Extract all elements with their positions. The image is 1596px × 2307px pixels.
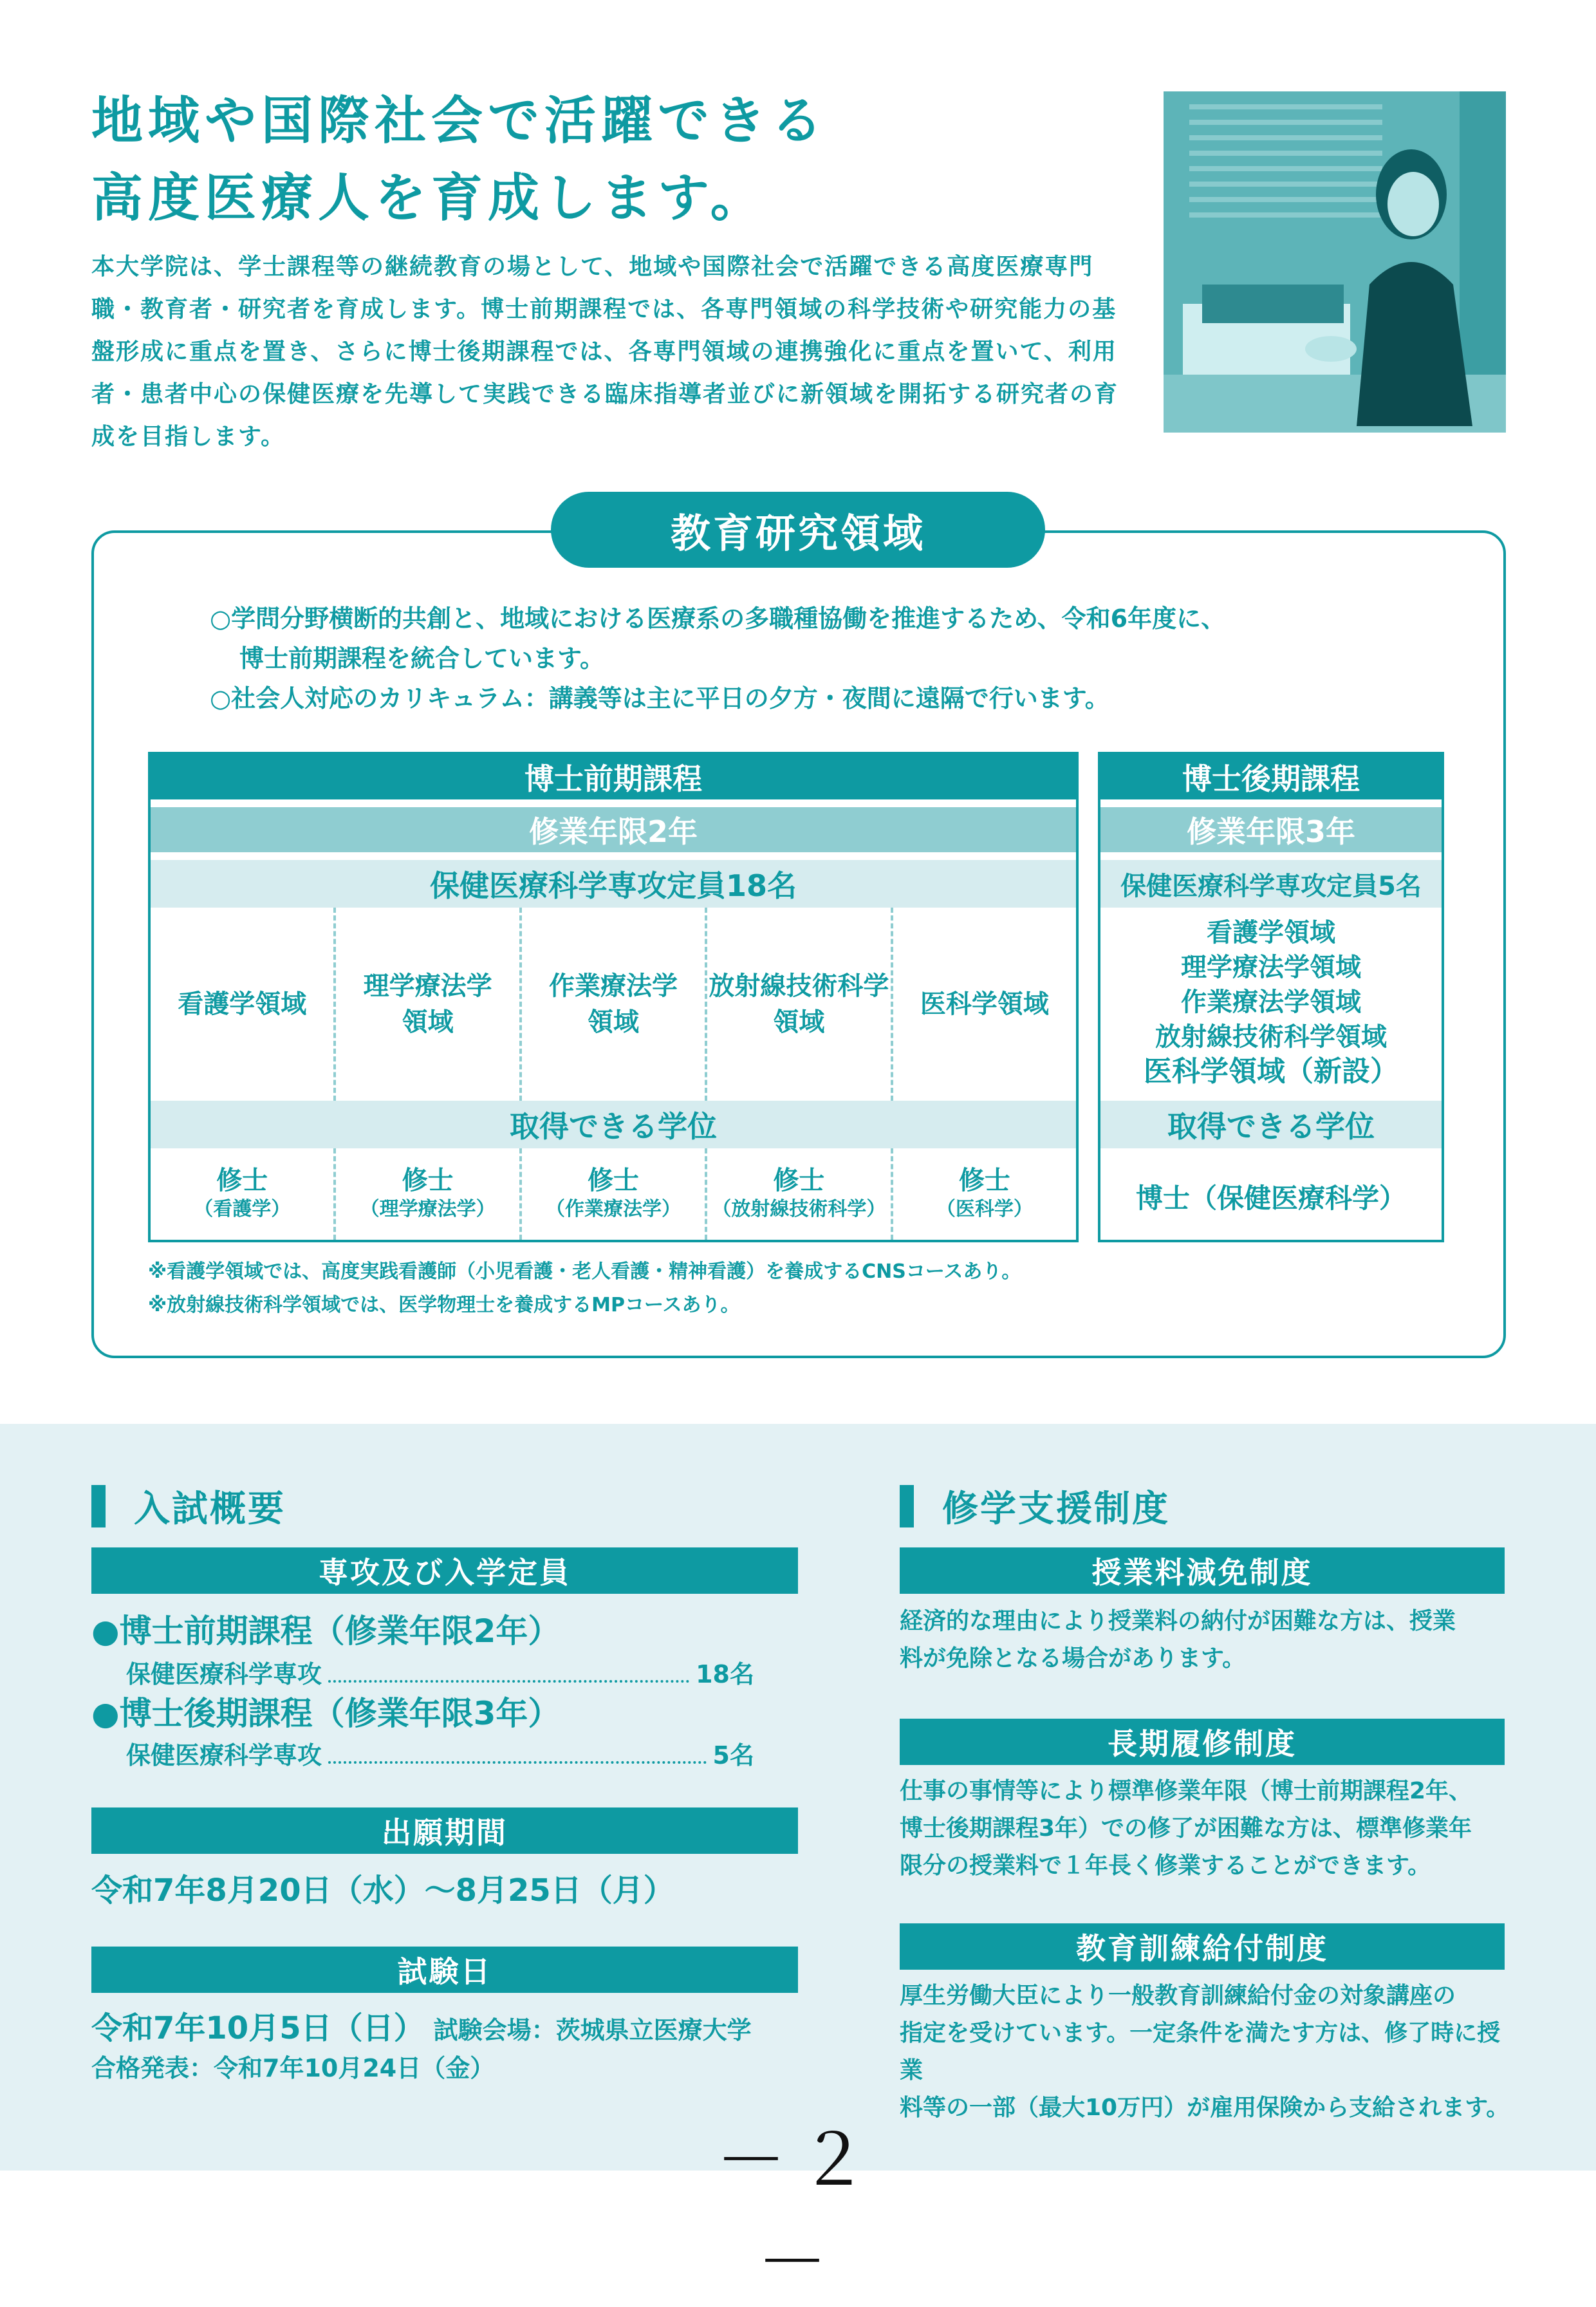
doctor-degree-title: 取得できる学位 (1100, 1101, 1442, 1148)
doctor-fields (1100, 915, 1442, 1089)
result-announcement: 合格発表：令和7年10月24日（金） (91, 2054, 495, 2082)
photo-illustration (1164, 91, 1506, 433)
field-radiological-technology: 放射線技術科学 領域 (705, 908, 890, 1101)
training-benefit-text: 厚生労働大臣により一般教育訓練給付金の対象講座の 指定を受けています。一定条件を満たす方は、修了時に授業 料等の一部（最大10万円）が雇用保険から支給されます。 (900, 1983, 1510, 2121)
support-heading (900, 1480, 1170, 1532)
long-term-text: 仕事の事情等により標準修業年限（博士前期課程2年、 博士後期課程3年）での修了が困難な方は、標準修業年 限分の授業料で１年長く修業することができます。 (900, 1778, 1472, 1879)
master-capacity: 保健医療科学専攻定員18名 (151, 860, 1076, 908)
admission-title: 入試概要 (134, 1488, 286, 1530)
education-bullets (210, 599, 1433, 718)
master-course-table (148, 752, 1079, 1242)
field-nursing: 看護学領域 (178, 989, 307, 1019)
course-doctor-row (91, 1735, 754, 1771)
exam-venue: 試験会場：茨城県立医療大学 (433, 2016, 752, 2044)
doctor-title: 博士後期課程 (1100, 754, 1442, 799)
note-mp: ※放射線技術科学領域では、医学物理士を養成するMPコースあり。 (148, 1294, 740, 1316)
course-doctor-count: 5名 (712, 1741, 754, 1770)
bullet-curriculum: ○社会人対応のカリキュラム：講義等は主に平日の夕方・夜間に遠隔で行います。 (210, 684, 1109, 713)
leader-dots (328, 1761, 707, 1764)
master-degree-title: 取得できる学位 (151, 1101, 1076, 1148)
page-number: －２－ (716, 2119, 880, 2303)
doctor-field-occupational-therapy: 作業療法学領域 (1181, 987, 1361, 1017)
training-benefit-bar: 教育訓練給付制度 (900, 1923, 1505, 1970)
degree-radiological-technology: 修士 （放射線技術科学） (705, 1148, 890, 1240)
period-bar: 出願期間 (91, 1807, 798, 1854)
doctor-course-table (1098, 752, 1444, 1242)
education-title: 教育研究領域 (551, 492, 1045, 568)
heading-marker (900, 1485, 914, 1527)
doctor-capacity: 保健医療科学専攻定員5名 (1100, 860, 1442, 908)
long-term-bar: 長期履修制度 (900, 1719, 1505, 1765)
bullet-integration-cont: 博士前期課程を統合しています。 (239, 644, 604, 673)
degree-medical-science: 修士 （医科学） (891, 1148, 1076, 1240)
exam-bar: 試験日 (91, 1947, 798, 1993)
course-master-row (91, 1654, 754, 1690)
doctor-field-medical-science: 医科学領域（新設） (1144, 1055, 1398, 1088)
tuition-waiver-text: 経済的な理由により授業料の納付が困難な方は、授業 料が免除となる場合があります。 (900, 1608, 1456, 1672)
doctor-field-physical-therapy: 理学療法学領域 (1181, 953, 1361, 982)
leader-dots (328, 1680, 689, 1683)
course-doctor-dept: 保健医療科学専攻 (126, 1741, 322, 1770)
support-title: 修学支援制度 (942, 1488, 1170, 1530)
exam-line (91, 2003, 752, 2048)
intro-paragraph: 本大学院は、学士課程等の継続教育の場として、地域や国際社会で活躍できる高度医療専門職・教育者・研究者を育成します。博士前期課程では、各専門領域の科学技術や研究能力の基盤形成に重点を置き、さらに博士後期課程では、各専門領域の連携強化に重点を置いて、利用者・患者中心の保健医療を先導して実践できる臨床指導者並びに新領域を開拓する研究者の育成を目指します。 (91, 254, 1119, 450)
doctor-field-radiological-technology: 放射線技術科学領域 (1155, 1022, 1387, 1052)
doctor-field-nursing: 看護学領域 (1207, 918, 1335, 948)
course-notes (148, 1255, 1435, 1322)
admission-heading (91, 1480, 286, 1532)
master-title: 博士前期課程 (151, 754, 1076, 799)
course-master-count: 18名 (696, 1660, 754, 1688)
master-degrees (151, 1148, 1076, 1240)
doctor-degree: 博士（保健医療科学） (1135, 1182, 1406, 1214)
degree-nursing: 修士 （看護学） (194, 1166, 291, 1220)
page-headline: 地域や国際社会で活躍できる 高度医療人を育成します。 (91, 91, 828, 228)
master-fields (151, 908, 1076, 1101)
application-period: 令和7年8月20日（水）～8月25日（月） (91, 1873, 674, 1909)
quota-bar: 専攻及び入学定員 (91, 1547, 798, 1594)
note-cns: ※看護学領域では、高度実践看護師（小児看護・老人看護・精神看護）を養成するCNSコースあり。 (148, 1260, 1021, 1283)
bullet-integration: ○学問分野横断的共創と、地域における医療系の多職種協働を推進するため、令和6年度に、 (210, 604, 1226, 633)
heading-marker (91, 1485, 106, 1527)
degree-physical-therapy: 修士 （理学療法学） (333, 1148, 519, 1240)
field-occupational-therapy: 作業療法学 領域 (519, 908, 705, 1101)
exam-date: 令和7年10月5日（日） (91, 2010, 425, 2046)
course-doctor-label: ●博士後期課程（修業年限3年） (91, 1695, 561, 1732)
faculty-photo (1164, 91, 1506, 433)
tuition-waiver-bar: 授業料減免制度 (900, 1547, 1505, 1594)
degree-occupational-therapy: 修士 （作業療法学） (519, 1148, 705, 1240)
field-physical-therapy: 理学療法学 領域 (333, 908, 519, 1101)
doctor-years: 修業年限3年 (1100, 807, 1442, 852)
course-master-dept: 保健医療科学専攻 (126, 1660, 322, 1688)
field-medical-science: 医科学領域 (891, 908, 1076, 1101)
course-master-label: ●博士前期課程（修業年限2年） (91, 1612, 561, 1650)
master-years: 修業年限2年 (151, 807, 1076, 852)
